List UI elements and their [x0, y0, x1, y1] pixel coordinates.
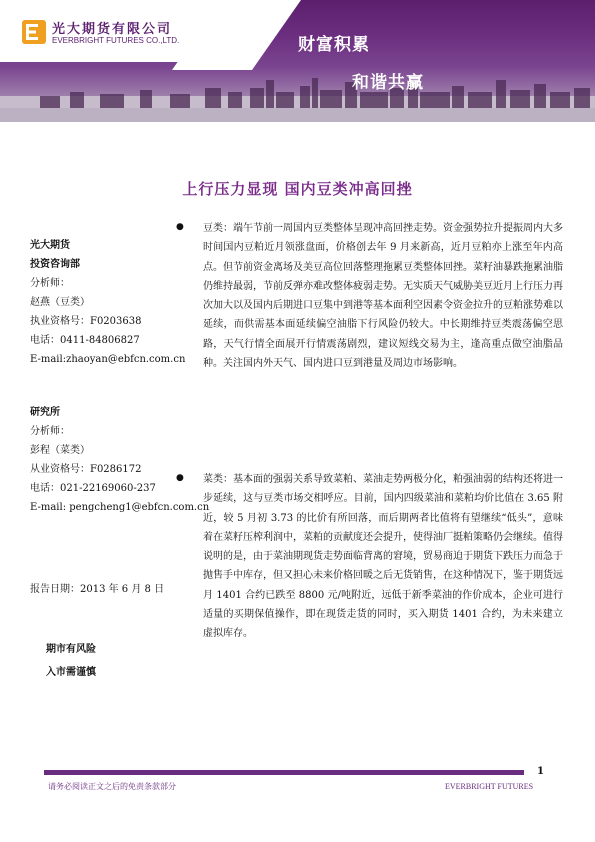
author-sidebar: [30, 236, 210, 517]
org1-email[interactable]: E-mail:zhaoyan@ebfcn.com.cn: [30, 354, 186, 365]
org2-name: 研究所: [30, 407, 60, 418]
org1-license: 执业资格号：F0203638: [30, 316, 142, 327]
sidebar-spacer: [30, 369, 190, 403]
footer-brand: EVERBRIGHT FUTURES: [445, 782, 534, 791]
header-banner: [0, 0, 595, 122]
org1-department: 投资咨询部: [30, 259, 80, 270]
bullet-icon: ●: [176, 222, 184, 232]
city-skyline-image: [0, 58, 595, 122]
disclaimer-note: 请务必阅读正文之后的免责条款部分: [48, 782, 176, 791]
risk-warning-1: 期市有风险: [46, 644, 96, 655]
org2-analyst: 彭程（菜类）: [30, 445, 90, 456]
rapeseed-paragraph: 菜类：基本面的强弱关系导致菜粕、菜油走势两极分化，粕强油弱的结构还将进一步延续，这与豆类市场交相呼应。目前，国内四级菜油和菜粕均价比值在 3.65 附近，较 5 月初 3.73 的比价有所回落，而后期两者比值将有望继续“低头”，意味着在菜籽压榨利润中，菜粕的贡献度还会提升，使得油厂挺粕策略仍会继续。值得说明的是，由于菜油期现货走势面临背离的窘境，贸易商迫于期货下跌压力而急于抛售手中库存，但又担心未来价格回暖之后无货销售，在这种情况下，鉴于期货远月 1401 合约已跌至 8800 元/吨附近，远低于新季菜油的作价成本，企业可进行适量的买期保值操作，即在现货走货的同时，买入期货 1401 合约，为未来建立虚拟库存。: [203, 474, 563, 640]
org2-phone: 电话：021-22169060-237: [30, 483, 156, 494]
report-date: 报告日期：2013 年 6 月 8 日: [30, 584, 165, 595]
company-name-en: EVERBRIGHT FUTURES CO.,LTD.: [52, 36, 180, 45]
soybean-paragraph: 豆类：端午节前一周国内豆类整体呈现冲高回挫走势。资金强势拉升提振周内大多时间国内豆粕近月领涨盘面，价格创去年 9 月来新高，近月豆粕亦上涨至年内高点。但节前资金离场及美豆高位回落整理拖累豆类整体回挫。菜籽油暴跌拖累油脂仍维持最弱，节前反弹亦难改整体疲弱走势。无实质天气威胁美豆近月上行压力再次加大以及国内后期进口豆集中到港等基本面利空因素令资金拉升的豆粕涨势难以延续，而供需基本面延续偏空油脂下行风险仍较大。中长期维持豆类震荡偏空思路，天气行情全面展开行情震荡剧烈，建议短线交易为主，逢高重点做空油脂品种。关注国内外天气、国内进口豆到港量及周边市场影响。: [203, 223, 563, 370]
org1-role: 分析师：: [30, 278, 70, 289]
org2-email[interactable]: E-mail: pengcheng1@ebfcn.com.cn: [30, 502, 210, 513]
org1-phone: 电话：0411-84806827: [30, 335, 140, 346]
slogan-line-2: 和谐共赢: [352, 73, 424, 93]
org2-role: 分析师：: [30, 426, 70, 437]
org1-name: 光大期货: [30, 240, 70, 251]
report-title: 上行压力显现 国内豆类冲高回挫: [182, 180, 413, 198]
footer-divider: [44, 770, 524, 775]
risk-warning-2: 入市需谨慎: [46, 667, 96, 678]
page-number: 1: [537, 766, 544, 777]
company-name-cn: 光大期货有限公司: [52, 22, 173, 37]
org1-analyst: 赵燕（豆类）: [30, 297, 90, 308]
slogan-line-1: 财富积累: [298, 35, 370, 55]
company-logo-icon: [22, 20, 46, 44]
org2-license: 从业资格号：F0286172: [30, 464, 142, 475]
bullet-icon: ●: [176, 473, 184, 483]
